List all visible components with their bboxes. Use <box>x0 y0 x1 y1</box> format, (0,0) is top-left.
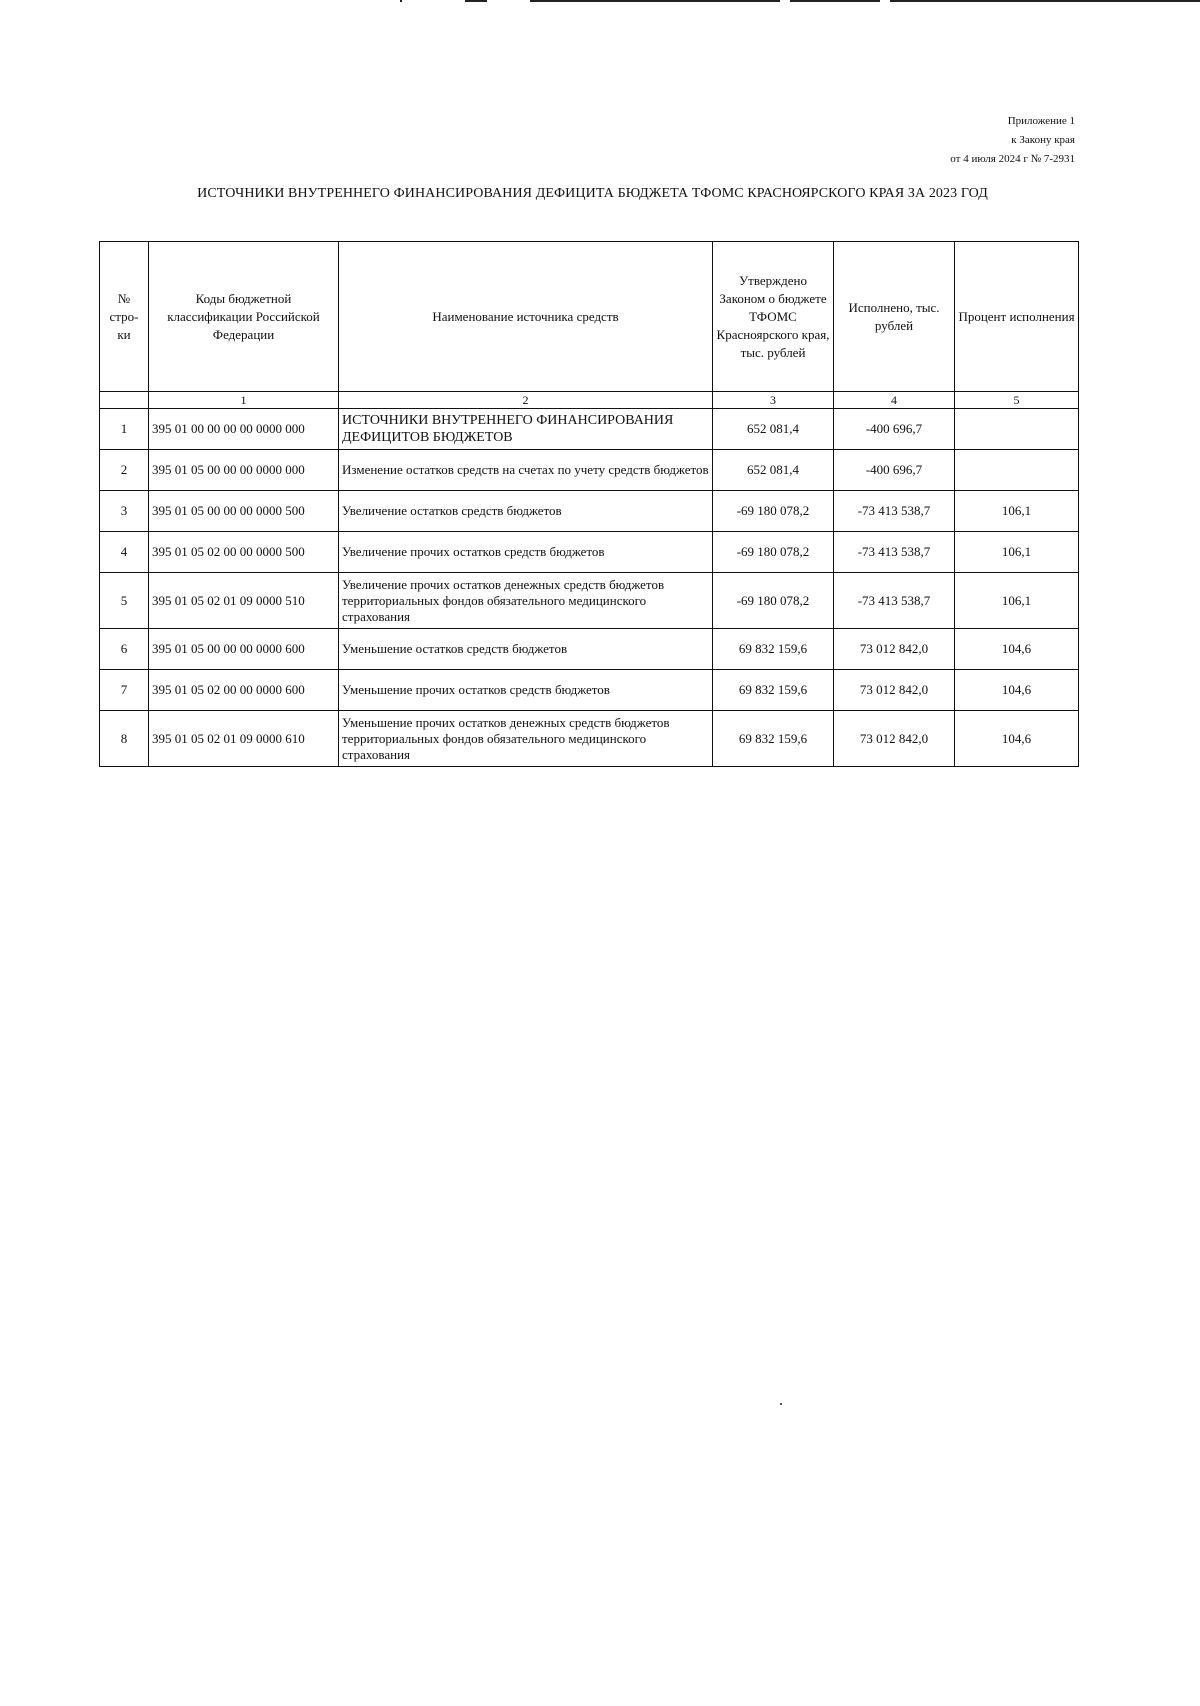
column-number <box>100 392 149 409</box>
row-number: 6 <box>100 629 149 670</box>
appendix-line: от 4 июля 2024 г № 7-2931 <box>950 153 1075 165</box>
table-row <box>100 491 1079 532</box>
table-header-row <box>100 242 1079 392</box>
executed-amount: 73 012 842,0 <box>834 711 955 767</box>
scan-speck <box>780 1403 782 1405</box>
column-header-executed: Исполнено, тыс. рублей <box>834 242 955 392</box>
column-number-row <box>100 392 1079 409</box>
appendix-reference <box>950 112 1075 169</box>
document-title: ИСТОЧНИКИ ВНУТРЕННЕГО ФИНАНСИРОВАНИЯ ДЕФИЦИТА БЮДЖЕТА ТФОМС КРАСНОЯРСКОГО КРАЯ ЗА 2023 ГОД <box>197 186 988 201</box>
approved-amount: 69 832 159,6 <box>713 629 834 670</box>
approved-amount: 652 081,4 <box>713 409 834 450</box>
execution-percent: 106,1 <box>955 491 1079 532</box>
executed-amount: -73 413 538,7 <box>834 573 955 629</box>
row-number: 8 <box>100 711 149 767</box>
column-number: 3 <box>713 392 834 409</box>
executed-amount: -73 413 538,7 <box>834 491 955 532</box>
row-number: 4 <box>100 532 149 573</box>
column-number: 4 <box>834 392 955 409</box>
approved-amount: 69 832 159,6 <box>713 711 834 767</box>
column-header-code: Коды бюджетной классификации Российской Федерации <box>149 242 339 392</box>
table-row <box>100 450 1079 491</box>
execution-percent: 106,1 <box>955 573 1079 629</box>
column-number: 1 <box>149 392 339 409</box>
approved-amount: 652 081,4 <box>713 450 834 491</box>
approved-amount: -69 180 078,2 <box>713 573 834 629</box>
source-name: Изменение остатков средств на счетах по учету средств бюджетов <box>339 450 713 491</box>
table-row <box>100 670 1079 711</box>
source-name: Уменьшение прочих остатков средств бюджетов <box>339 670 713 711</box>
financing-sources-table <box>99 241 1079 767</box>
executed-amount: -400 696,7 <box>834 450 955 491</box>
budget-code: 395 01 00 00 00 00 0000 000 <box>149 409 339 450</box>
scan-edge-artifact <box>360 0 1200 3</box>
table-row <box>100 573 1079 629</box>
execution-percent <box>955 409 1079 450</box>
source-name: Увеличение остатков средств бюджетов <box>339 491 713 532</box>
budget-code: 395 01 05 02 01 09 0000 510 <box>149 573 339 629</box>
column-header-approved: Утверждено Законом о бюджете ТФОМС Красноярского края, тыс. рублей <box>713 242 834 392</box>
source-name: ИСТОЧНИКИ ВНУТРЕННЕГО ФИНАНСИРОВАНИЯ ДЕФИЦИТОВ БЮДЖЕТОВ <box>339 409 713 450</box>
column-number: 2 <box>339 392 713 409</box>
budget-code: 395 01 05 02 00 00 0000 600 <box>149 670 339 711</box>
budget-code: 395 01 05 00 00 00 0000 000 <box>149 450 339 491</box>
appendix-line: Приложение 1 <box>1007 115 1075 127</box>
row-number: 3 <box>100 491 149 532</box>
column-header-percent: Процент исполнения <box>955 242 1079 392</box>
execution-percent: 104,6 <box>955 670 1079 711</box>
appendix-line: к Закону края <box>1011 134 1075 146</box>
approved-amount: -69 180 078,2 <box>713 491 834 532</box>
column-number: 5 <box>955 392 1079 409</box>
source-name: Уменьшение прочих остатков денежных средств бюджетов территориальных фондов обязательного медицинского страхования <box>339 711 713 767</box>
execution-percent: 106,1 <box>955 532 1079 573</box>
execution-percent <box>955 450 1079 491</box>
column-header-name: Наименование источника средств <box>339 242 713 392</box>
table-row <box>100 409 1079 450</box>
approved-amount: -69 180 078,2 <box>713 532 834 573</box>
column-header-row-number: № стро- ки <box>100 242 149 392</box>
table-row <box>100 532 1079 573</box>
executed-amount: -73 413 538,7 <box>834 532 955 573</box>
execution-percent: 104,6 <box>955 711 1079 767</box>
source-name: Увеличение прочих остатков денежных средств бюджетов территориальных фондов обязательного медицинского страхования <box>339 573 713 629</box>
row-number: 7 <box>100 670 149 711</box>
execution-percent: 104,6 <box>955 629 1079 670</box>
approved-amount: 69 832 159,6 <box>713 670 834 711</box>
executed-amount: 73 012 842,0 <box>834 629 955 670</box>
budget-code: 395 01 05 00 00 00 0000 500 <box>149 491 339 532</box>
table-row <box>100 711 1079 767</box>
executed-amount: -400 696,7 <box>834 409 955 450</box>
budget-code: 395 01 05 00 00 00 0000 600 <box>149 629 339 670</box>
source-name: Увеличение прочих остатков средств бюджетов <box>339 532 713 573</box>
source-name: Уменьшение остатков средств бюджетов <box>339 629 713 670</box>
budget-code: 395 01 05 02 00 00 0000 500 <box>149 532 339 573</box>
row-number: 5 <box>100 573 149 629</box>
table-row <box>100 629 1079 670</box>
budget-code: 395 01 05 02 01 09 0000 610 <box>149 711 339 767</box>
row-number: 1 <box>100 409 149 450</box>
row-number: 2 <box>100 450 149 491</box>
executed-amount: 73 012 842,0 <box>834 670 955 711</box>
